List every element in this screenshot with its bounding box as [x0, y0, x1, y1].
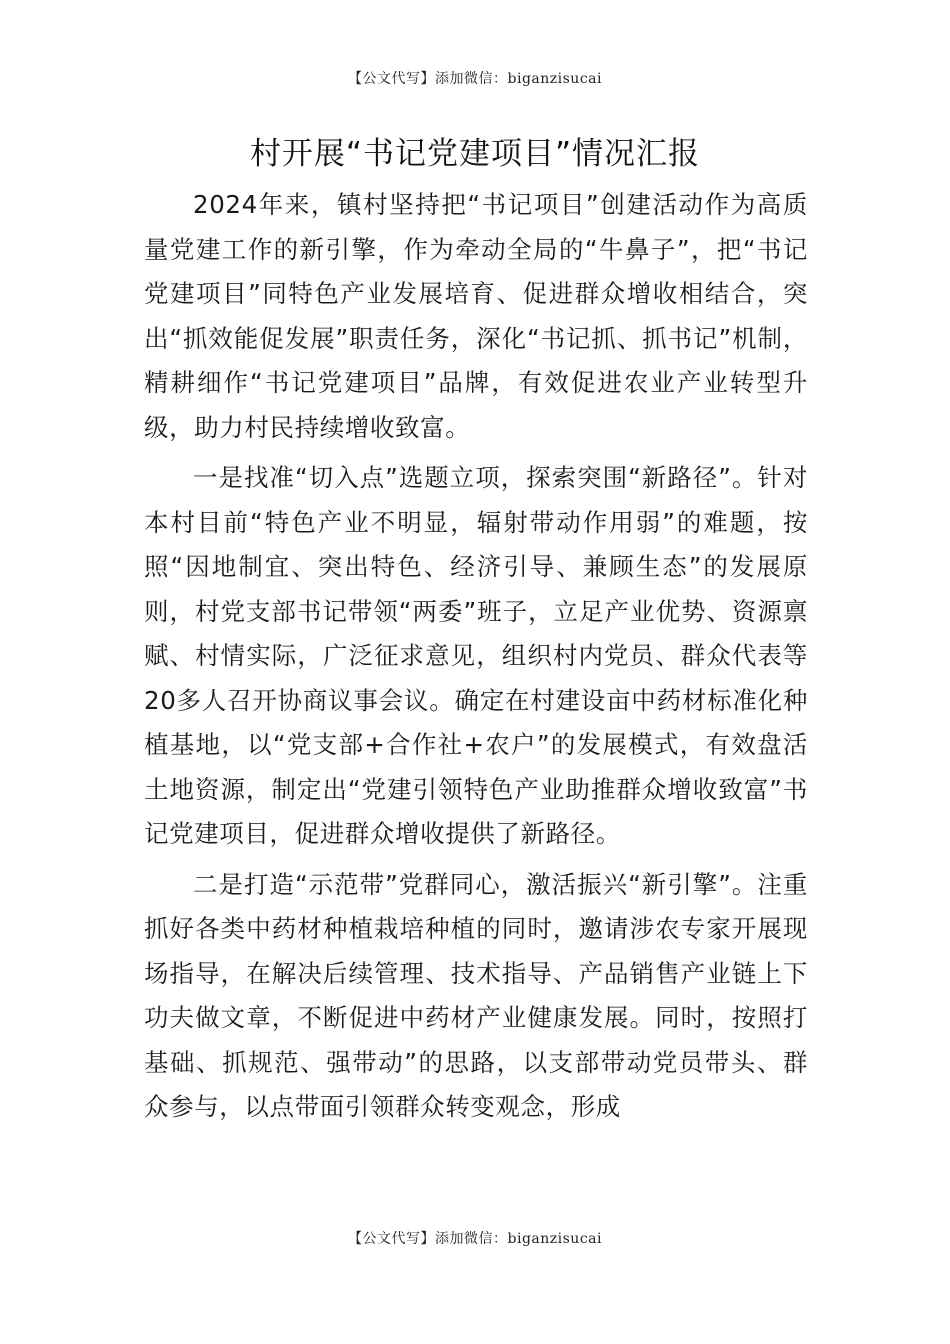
document-body	[144, 183, 808, 1136]
paragraph-point-two: 二是打造“示范带”党群同心，激活振兴“新引擎”。注重抓好各类中药材种植栽培种植的同时，邀请涉农专家开展现场指导，在解决后续管理、技术指导、产品销售产业链上下功夫做文章，不断促进中药材产业健康发展。同时，按照打基础、抓规范、强带动”的思路，以支部带动党员带头、群众参与，以点带面引领群众转变观念，形成	[144, 869, 808, 1121]
paragraph-point-one: 一是找准“切入点”选题立项，探索突围“新路径”。针对本村目前“特色产业不明显，辐射带动作用弱”的难题，按照“因地制宜、突出特色、经济引导、兼顾生态”的发展原则，村党支部书记带领“两委”班子，立足产业优势、资源禀赋、村情实际，广泛征求意见，组织村内党员、群众代表等20多人召开协商议事会议。确定在村建设亩中药材标准化种植基地，以“党支部+合作社+农户”的发展模式，有效盘活土地资源，制定出“党建引领特色产业助推群众增收致富”书记党建项目，促进群众增收提供了新路径。	[144, 463, 808, 848]
footer-watermark-note: 【公文代写】添加微信：biganzisucai	[348, 1231, 602, 1247]
header-watermark-note: 【公文代写】添加微信：biganzisucai	[348, 71, 602, 87]
paragraph-intro: 2024年来，镇村坚持把“书记项目”创建活动作为高质量党建工作的新引擎，作为牵动全局的“牛鼻子”，把“书记党建项目”同特色产业发展培育、促进群众增收相结合，突出“抓效能促发展”职责任务，深化“书记抓、抓书记”机制，精耕细作“书记党建项目”品牌，有效促进农业产业转型升级，助力村民持续增收致富。	[144, 190, 808, 442]
document-title: 村开展“书记党建项目”情况汇报	[249, 136, 701, 172]
